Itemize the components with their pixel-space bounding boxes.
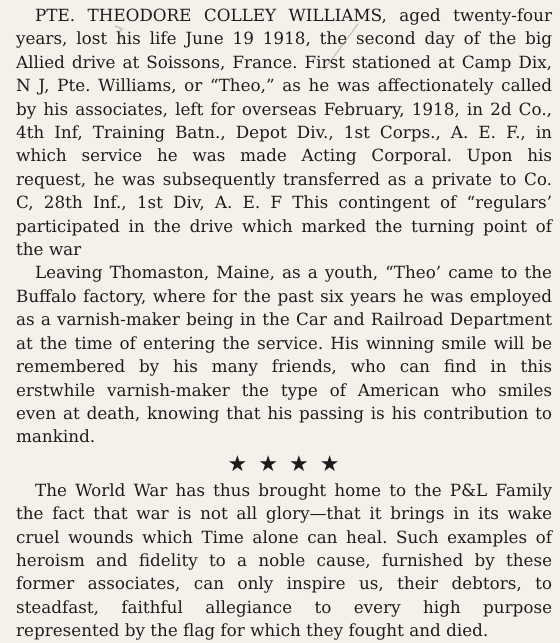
article-page (16, 4, 552, 643)
ink-smudge-icon (112, 24, 126, 42)
closing-paragraph: The World War has thus brought home to the P&L Family the fact that war is not all glory—that it brings in its wake cruel wounds which Time alone can heal. Such examples of heroism and fidelity to a noble cause, furnished by these former associates, can only inspire us, their debtors, to steadfast, faithful allegiance to every high purpose represented by the flag for which they fought and died. (16, 479, 552, 641)
obituary-paragraph: PTE. THEODORE COLLEY WILLIAMS, aged twenty-four years, lost his life June 19 1918, the second day of the big Allied drive at Soissons, France. First stationed at Camp Dix, N J, Pte. Williams, or “Theo,” as he was affectionately called by his associates, left for overseas February, 1918, in 2d Co., 4th Inf, Training Batn., Depot Div., 1st Corps., A. E. F., in which service he was made Acting Corporal. Upon his request, he was subsequently transferred as a private to Co. C, 28th Inf., 1st Div, A. E. F This contingent of “regulars’ participated in the drive which marked the turning point of the war (16, 5, 552, 260)
star-separator: ★★★★ (227, 451, 351, 477)
biography-paragraph: Leaving Thomaston, Maine, as a youth, “Theo’ came to the Buffalo factory, where for the past six years he was employed as a varnish-maker being in the Car and Railroad Department at the time of entering the service. His winning smile will be remembered by his many friends, who can find in this erstwhile varnish-maker the type of American who smiles even at death, knowing that his passing is his contribution to mankind. (16, 262, 552, 447)
stray-mark-icon (318, 20, 362, 76)
